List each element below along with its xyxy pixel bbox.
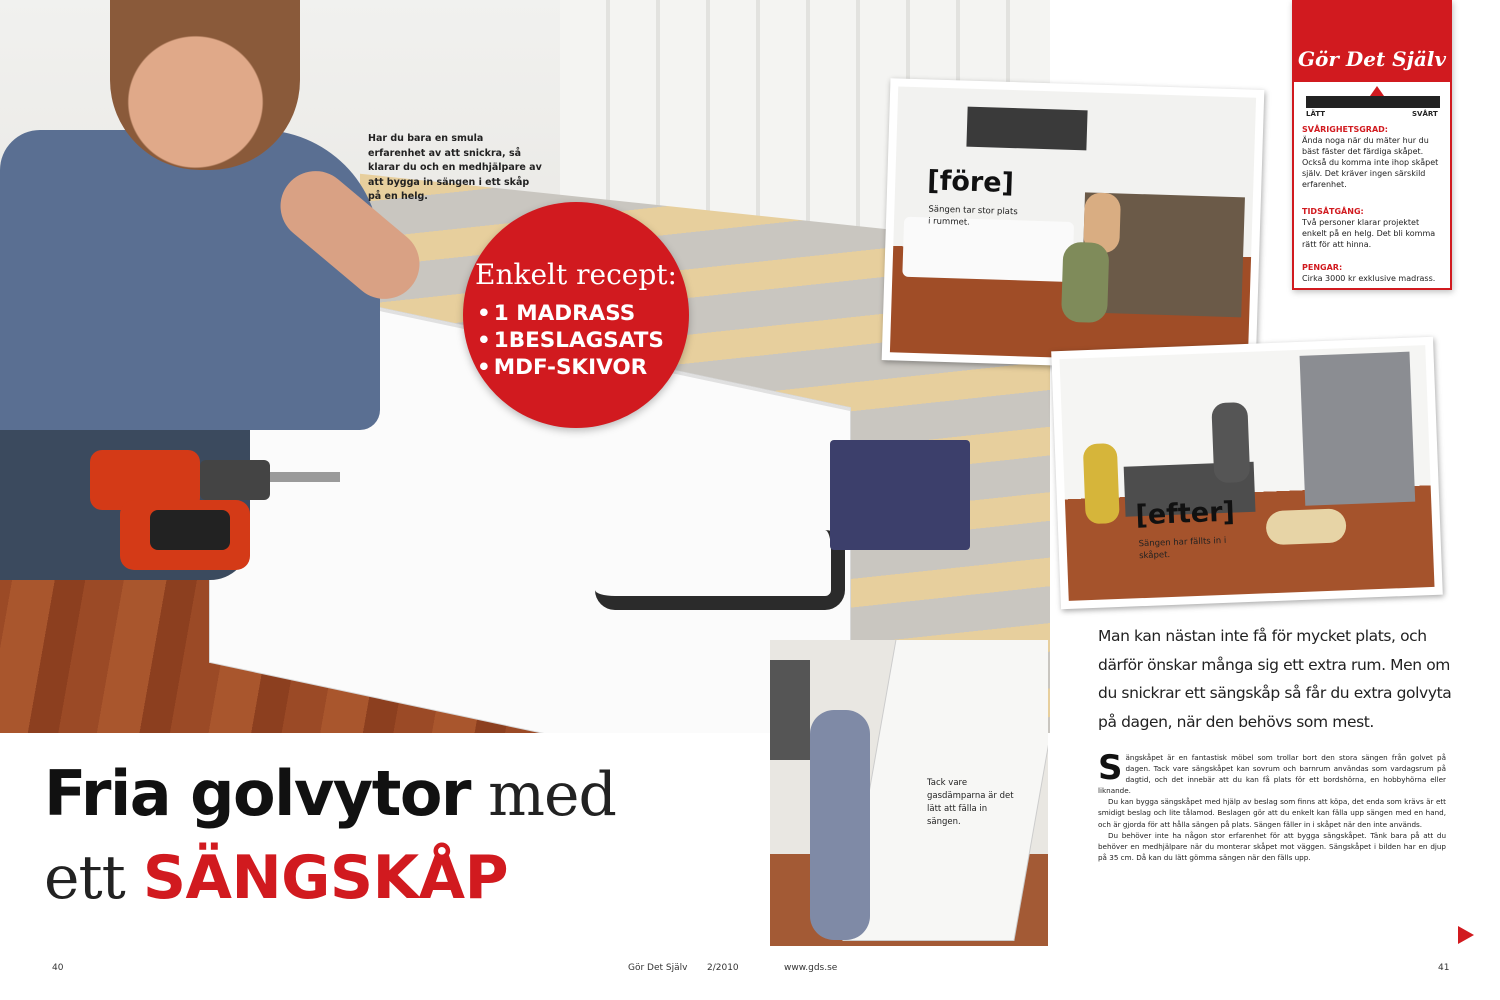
badge-section-money (1302, 262, 1446, 284)
before-label: [före] (926, 165, 1015, 200)
badge-section-difficulty (1302, 124, 1446, 190)
recipe-item: • 1BESLAGSATS (477, 327, 664, 354)
section-key: SVÅRIGHETSGRAD: (1302, 125, 1388, 134)
after-image (1059, 345, 1434, 601)
lead-paragraph: Man kan nästan inte få för mycket plats, och därför önskar många sig ett extra rum. Men om du snickrar ett sängskåp så får du extra golvyta på dagen, när den behövs som mest. (1098, 627, 1452, 731)
difficulty-marker-icon (1370, 86, 1384, 96)
before-photo (882, 78, 1265, 372)
section-text: Två personer klarar projektet enkelt på en helg. Det bli komma rätt för att hinna. (1302, 218, 1436, 249)
before-caption: Sängen tar stor plats i rummet. (927, 204, 1018, 228)
page-number-right: 41 (1438, 963, 1450, 973)
page-number-left: 40 (52, 963, 64, 973)
magazine-name: Gör Det Själv (628, 963, 688, 973)
badge-section-time (1302, 206, 1446, 250)
dog (1265, 508, 1346, 545)
body-paragraph: Du kan bygga sängskåpet med hjälp av beslag som finns att köpa, det enda som krävs är ett smidigt beslag och lite tålamod. Beslagen gör att du enkelt kan fälla upp sängen med en hand, och är gjorda för att hålla sängen på plats. Sängen fäller in i skåpet när den inte används. (1098, 797, 1446, 829)
drop-cap: S (1098, 748, 1123, 788)
after-label: [efter] (1134, 496, 1236, 532)
body-paragraph: ängskåpet är en fantastisk möbel som trollar bort den stora sängen från golvet på dagen. Tack vare sängskåpet kan sovrum och barnrum användas som vardagsrum på dagtid, och det innebär att du kan få plats för ett bordshörna, en hobbyhörna eller liknande. (1098, 753, 1446, 796)
person (810, 710, 870, 940)
bed-handle-right (595, 530, 845, 610)
difficulty-scale (1306, 96, 1440, 108)
section-key: PENGAR: (1302, 263, 1343, 272)
badge-topbar (1294, 0, 1450, 36)
title-bold: Fria golvytor (44, 757, 471, 830)
body-paragraph: Du behöver inte ha någon stor erfarenhet för att bygga sängskåpet. Tänk bara på att du behöver en medhjälpare när du monterar skåpet mot väggen. Sängskåpet i bilden har en djup på 35 cm. Då kan du lätt gömma sängen när den fälls upp. (1098, 830, 1446, 862)
continue-arrow-icon (1458, 926, 1474, 944)
title-red: SÄNGSKÅP (142, 843, 509, 913)
title-thin-2: ett (44, 843, 143, 913)
child-2 (1211, 402, 1250, 483)
wallbed-mechanism (830, 440, 970, 550)
section-text: Ända noga när du mäter hur du bäst fäster det färdiga skåpet. Också du komma inte ihop skåpet själv. Det kräver ingen särskild erfarenhet. (1302, 136, 1439, 189)
recipe-title: Enkelt recept: (475, 258, 677, 291)
recipe-list (477, 300, 664, 381)
difficulty-badge (1292, 0, 1452, 290)
recipe-badge (463, 202, 689, 428)
recipe-item: • 1 MADRASS (477, 300, 664, 327)
after-photo (1051, 337, 1443, 609)
badge-title: Gör Det Själv (1294, 36, 1450, 82)
scale-high-label: SVÅRT (1412, 110, 1438, 118)
scale-low-label: LÄTT (1306, 110, 1326, 118)
website: www.gds.se (784, 963, 838, 973)
window (966, 107, 1087, 151)
section-key: TIDSÅTGÅNG: (1302, 207, 1364, 216)
wallbed-caption: Tack vare gasdämparna är det lätt att fälla in sängen. (927, 778, 1014, 827)
child-2 (1061, 242, 1109, 323)
drill-icon (80, 440, 350, 580)
issue-number: 2/2010 (707, 963, 739, 973)
title-thin: med (470, 760, 616, 830)
recipe-item: • MDF-SKIVOR (477, 354, 664, 381)
hero-caption: Har du bara en smula erfarenhet av att snickra, så klarar du och en medhjälpare av att bygga in sängen i ett skåp på en helg. (368, 133, 542, 202)
child-1 (1083, 443, 1120, 524)
body-text (1098, 748, 1446, 863)
person-head (110, 0, 300, 170)
after-caption: Sängen har fällts in i skåpet. (1138, 535, 1227, 562)
computer (770, 660, 810, 760)
section-text: Cirka 3000 kr exklusive madrass. (1302, 274, 1436, 283)
bookshelf (1300, 352, 1416, 506)
page-title (44, 757, 764, 927)
